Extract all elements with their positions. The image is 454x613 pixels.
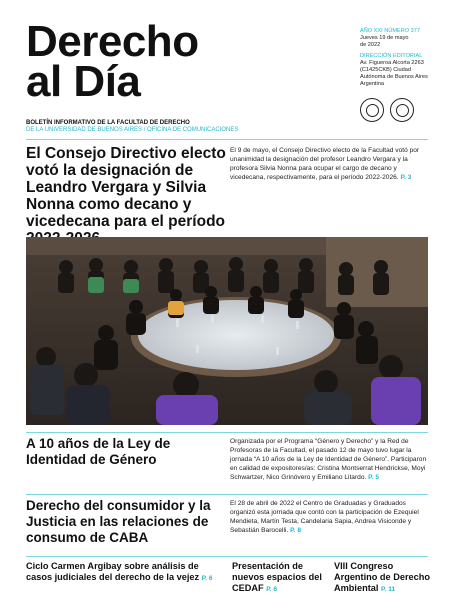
tagline-line-2: DE LA UNIVERSIDAD DE BUENOS AIRES / OFICINA DE COMUNICACIONES	[26, 127, 239, 133]
brief-cedaf[interactable]	[232, 561, 322, 595]
council-meeting-photo	[26, 237, 428, 425]
divider	[26, 556, 428, 557]
story2-summary	[230, 437, 428, 482]
issue-number: AÑO XXI NÚMERO 377	[360, 28, 420, 34]
issue-date-line-2: de 2022	[360, 42, 381, 48]
masthead-line-2: al Día	[26, 57, 141, 106]
brief-congreso[interactable]	[334, 561, 430, 595]
address-line-3: Autónoma de Buenos Aires	[360, 74, 428, 80]
lead-summary	[230, 146, 428, 182]
brief-cedaf-page-ref[interactable]: P. 6	[266, 586, 278, 593]
story2-summary-text: Organizada por el Programa “Género y Derecho” y la Red de Profesoras de la Facultad, el pasado 12 de mayo tuvo lugar la jornada “A 10 años de la Ley de Identidad de Género”. Participaron en calidad de expositores/as: Cristina Montserrat Hendrickse, Moyi Schwartzer, Nico Grinóvero y Emiliano Litardo.	[230, 438, 427, 481]
divider	[26, 139, 428, 140]
divider	[26, 432, 428, 433]
address-line-4: Argentina	[360, 81, 384, 87]
lead-page-ref[interactable]: P. 3	[400, 174, 412, 181]
masthead-line-1: Derecho	[26, 17, 199, 66]
story3-headline[interactable]: Derecho del consumidor y la Justicia en las relaciones de consumo de CABA	[26, 498, 211, 545]
tagline	[26, 120, 326, 134]
story3-summary-text: El 28 de abril de 2022 el Centro de Graduadas y Graduados organizó esta jornada que contó con la participación de Ezequiel Mendieta, Martín Testa, Candelaria Sapia, Andrea Visiconde y Sebastián Barocelli.	[230, 500, 419, 534]
brief-congreso-page-ref[interactable]: P. 11	[380, 586, 396, 593]
address-label: DIRECCIÓN EDITORIAL	[360, 53, 423, 59]
lead-summary-text: El 9 de mayo, el Consejo Directivo electo de la Facultad votó por unanimidad la designación del profesor Leandro Vergara y la profesora Silvia Nonna para ocupar el cargo de decano y vicedecana, respectivamente, para el período 2022-2026.	[230, 147, 420, 181]
divider	[26, 494, 428, 495]
brief-argibay-headline: Ciclo Carmen Argibay sobre análisis de casos judiciales del derecho de la vejez	[26, 561, 200, 582]
story3-summary	[230, 499, 428, 535]
masthead-title	[26, 17, 199, 106]
story2-headline[interactable]: A 10 años de la Ley de Identidad de Género	[26, 436, 171, 467]
address-line-1: Av. Figueroa Alcorta 2263	[360, 60, 424, 66]
issue-info	[360, 28, 452, 88]
issue-date-line-1: Jueves 19 de mayo	[360, 35, 409, 41]
faculty-seal-icon	[360, 98, 384, 122]
story3-page-ref[interactable]: P. 8	[290, 527, 302, 534]
university-seal-icon	[390, 98, 414, 122]
lead-headline[interactable]: El Consejo Directivo electo votó la designación de Leandro Vergara y Silvia Nonna como decano y vicedecana para el período	[26, 145, 226, 230]
brief-argibay[interactable]	[26, 561, 216, 584]
tagline-line-1: BOLETÍN INFORMATIVO DE LA FACULTAD DE DERECHO	[26, 120, 190, 126]
brief-congreso-headline: VIII Congreso Argentino de Derecho Ambiental	[334, 561, 430, 593]
brief-cedaf-headline: Presentación de nuevos espacios del CEDAF	[232, 561, 322, 593]
institution-seals	[360, 98, 440, 124]
brief-argibay-page-ref[interactable]: P. 6	[201, 575, 213, 582]
story2-page-ref[interactable]: P. 5	[368, 474, 380, 481]
address-line-2: (C1425CKB) Ciudad	[360, 67, 411, 73]
